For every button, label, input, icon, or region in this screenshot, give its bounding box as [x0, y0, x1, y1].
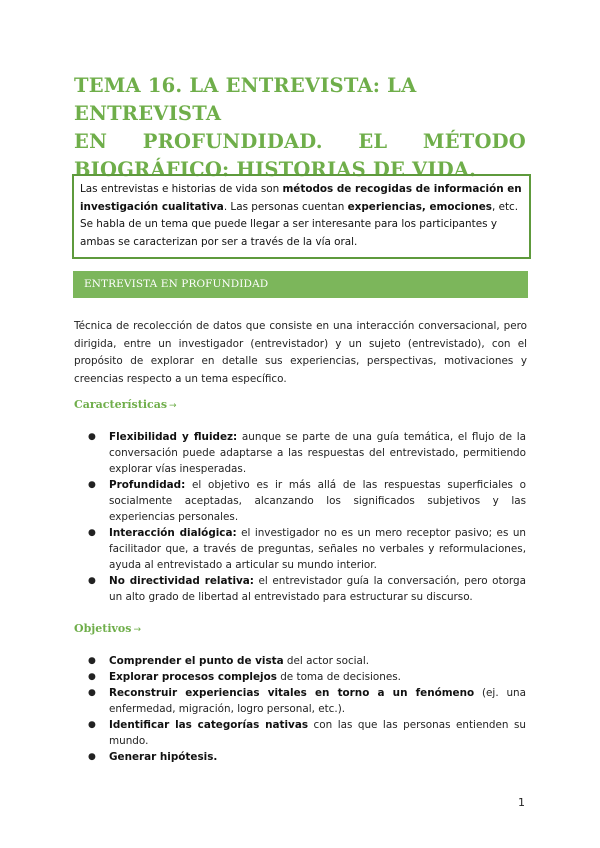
- title-word: PROFUNDIDAD.: [142, 130, 323, 153]
- list-item: [88, 525, 526, 573]
- subhead-label: Características: [74, 398, 168, 411]
- list-item: [88, 653, 526, 669]
- item-bold: Flexibilidad y fluidez:: [109, 431, 238, 443]
- item-text: el entrevistador guía la conversación, pero otorga un alto grado de libertad al entrevistado para estructurar su discurso.: [109, 575, 526, 603]
- item-bold: Identificar las categorías nativas: [109, 719, 309, 731]
- list-item: [88, 669, 526, 685]
- title-line-2: [74, 128, 526, 156]
- page-title: [74, 72, 526, 184]
- bullet-icon: ●: [88, 752, 96, 762]
- arrow-right-icon: →: [169, 401, 177, 411]
- subhead-label: Objetivos: [74, 622, 132, 635]
- page-number: 1: [518, 796, 525, 809]
- bullet-icon: ●: [88, 672, 96, 682]
- item-bold: Explorar procesos complejos: [109, 671, 277, 683]
- item-text: de toma de decisiones.: [276, 671, 401, 683]
- list-item: [88, 685, 526, 717]
- item-bold: Comprender el punto de vista: [109, 655, 284, 667]
- title-word: EL: [358, 130, 388, 153]
- item-text: (ej. una enfermedad, migración, logro personal, etc.).: [109, 687, 527, 715]
- caracteristicas-list: [88, 429, 526, 605]
- bullet-icon: ●: [88, 656, 96, 666]
- bullet-icon: ●: [88, 720, 96, 730]
- intro-text: . Las personas cuentan: [223, 200, 348, 213]
- arrow-right-icon: →: [133, 625, 141, 635]
- item-bold: Interacción dialógica:: [109, 527, 237, 539]
- list-item: [88, 573, 526, 605]
- item-bold: Generar hipótesis.: [109, 751, 218, 763]
- title-word: MÉTODO: [422, 130, 526, 153]
- item-text: el objetivo es ir más allá de las respuestas superficiales o socialmente aceptadas, alcanzando los significados subjetivos y las experiencias personales.: [109, 479, 526, 523]
- bullet-icon: ●: [88, 480, 96, 490]
- item-text: con las que las personas entienden su mundo.: [109, 719, 526, 747]
- item-bold: Reconstruir experiencias vitales en torno a un fenómeno: [109, 687, 475, 699]
- objetivos-heading: [74, 622, 141, 635]
- item-bold: No directividad relativa:: [109, 575, 254, 587]
- bullet-icon: ●: [88, 576, 96, 586]
- item-text: del actor social.: [283, 655, 370, 667]
- section-paragraph: Técnica de recolección de datos que consiste en una interacción conversacional, pero dirigida, entre un investigador (entrevistador) y un sujeto (entrevistado), con el propósito de explorar en detalle sus experiencias, perspectivas, motivaciones y creencias respecto a un tema específico.: [74, 320, 527, 385]
- caracteristicas-heading: [74, 398, 177, 411]
- intro-paragraph-2: Se habla de un tema que puede llegar a ser interesante para los participantes y ambas se caracterizan por ser a través de la vía oral.: [80, 218, 497, 248]
- list-item: [88, 477, 526, 525]
- list-item: [88, 429, 526, 477]
- list-item: [88, 749, 526, 765]
- item-text: el investigador no es un mero receptor pasivo; es un facilitador que, a través de preguntas, señales no verbales y reformulaciones, ayuda al entrevistado a articular su mundo interior.: [109, 527, 526, 571]
- intro-text: , etc.: [491, 200, 519, 213]
- title-line-3: BIOGRÁFICO: HISTORIAS DE VIDA.: [74, 158, 477, 181]
- bullet-icon: ●: [88, 432, 96, 442]
- intro-bold: experiencias, emociones: [347, 200, 492, 213]
- title-line-1: TEMA 16. LA ENTREVISTA: LA ENTREVISTA: [74, 74, 417, 125]
- section-heading-band: ENTREVISTA EN PROFUNDIDAD: [73, 271, 528, 298]
- item-bold: Profundidad:: [109, 479, 186, 491]
- intro-text: Las entrevistas e historias de vida son: [80, 183, 283, 195]
- intro-bold: métodos de recogidas de información en investigación cualitativa: [80, 183, 522, 213]
- title-word: EN: [74, 130, 108, 153]
- intro-box: [72, 174, 531, 259]
- bullet-icon: ●: [88, 528, 96, 538]
- intro-paragraph-1: [80, 181, 523, 216]
- objetivos-list: [88, 653, 526, 765]
- bullet-icon: ●: [88, 688, 96, 698]
- item-text: aunque se parte de una guía temática, el flujo de la conversación puede adaptarse a las respuestas del entrevistado, permitiendo explorar vías inesperadas.: [109, 431, 527, 475]
- list-item: [88, 717, 526, 749]
